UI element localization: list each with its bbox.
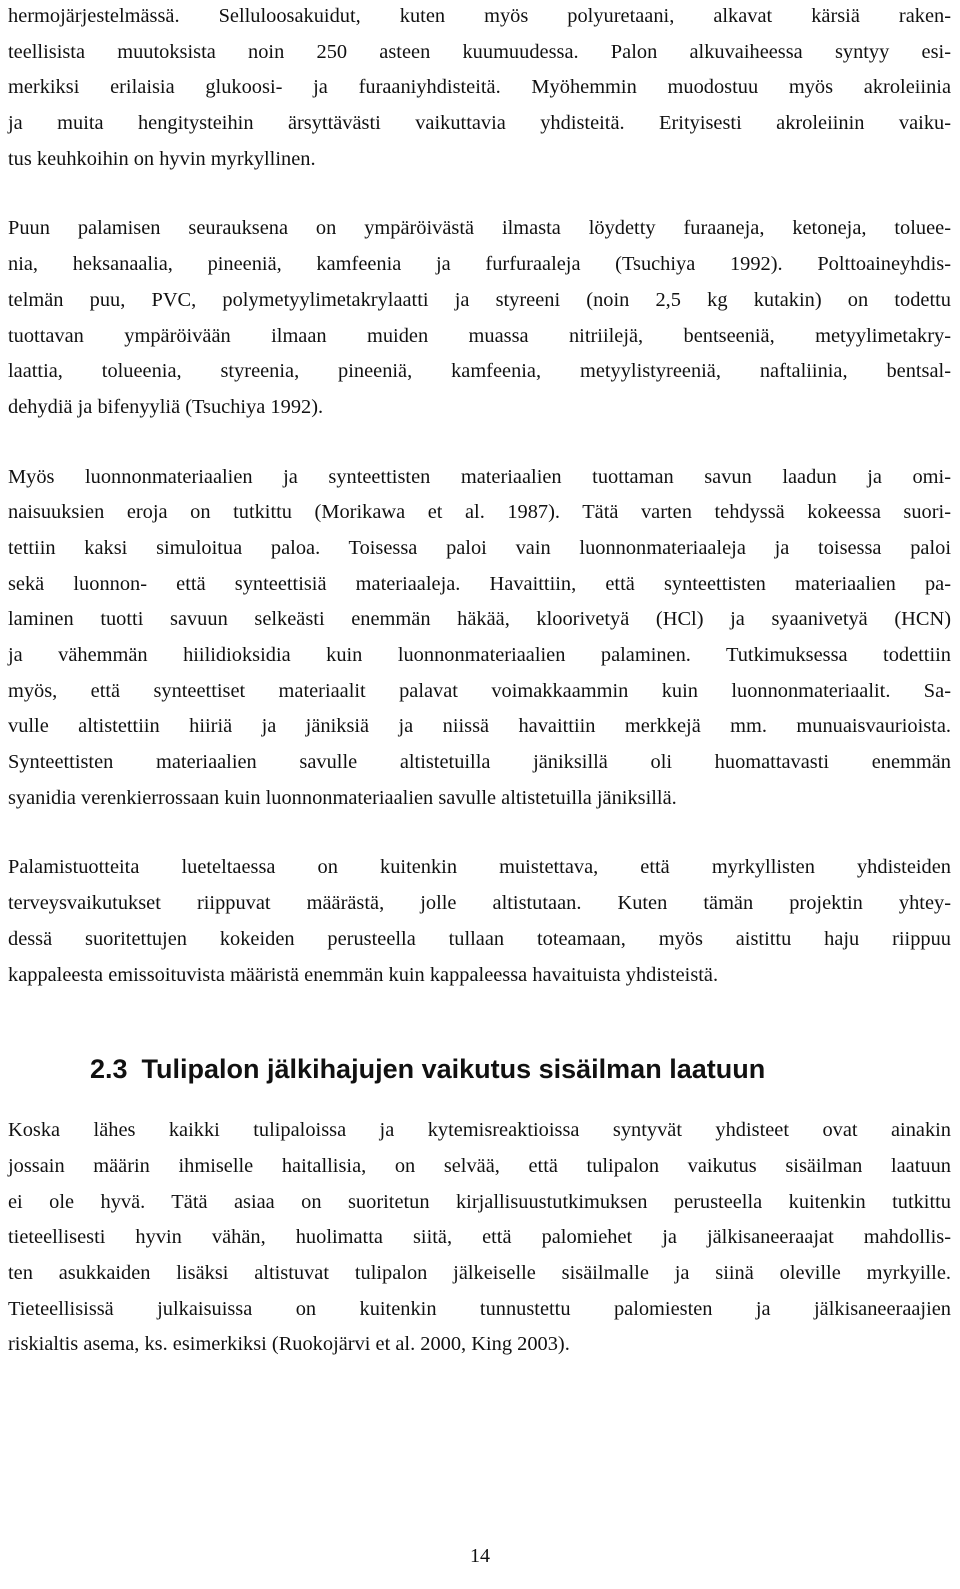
text-line: dessä suoritettujen kokeiden perusteella tullaan toteamaan, myös aistittu haju riippuu xyxy=(8,927,951,950)
text-line: Tieteellisissä julkaisuissa on kuitenkin tunnustettu palomiesten ja jälkisaneeraajien xyxy=(8,1297,951,1320)
text-line: ja muita hengitysteihin ärsyttävästi vaikuttavia yhdisteitä. Erityisesti akroleiinin vaiku- xyxy=(8,112,951,135)
page-number: 14 xyxy=(470,1545,490,1567)
text-line: sekä luonnon- että synteettisiä materiaaleja. Havaittiin, että synteettisten materiaalien pa- xyxy=(8,572,951,595)
text-line: laattia, tolueenia, styreenia, pineeniä, kamfeenia, metyylistyreeniä, naftaliinia, bentsal- xyxy=(8,360,951,383)
text-line: tuottavan ympäröivään ilmaan muiden muassa nitriilejä, bentseeniä, metyylimetakry- xyxy=(8,324,951,347)
text-line: teellisista muutoksista noin 250 asteen kuumuudessa. Palon alkuvaiheessa syntyy esi- xyxy=(8,40,951,63)
paragraph-indoor-air xyxy=(8,1113,951,1363)
paragraph-material-comparison xyxy=(8,460,951,817)
text-line: ei ole hyvä. Tätä asiaa on suoritetun kirjallisuustutkimuksen perusteella kuitenkin tutkittu xyxy=(8,1190,951,1213)
text-line: terveysvaikutukset riippuvat määrästä, jolle altistutaan. Kuten tämän projektin yhtey- xyxy=(8,892,951,915)
paragraph-smoke-compounds xyxy=(8,0,951,177)
text-line: tettiin kaksi simuloitua paloa. Toisessa paloi vain luonnonmateriaaleja ja toisessa paloi xyxy=(8,536,951,559)
text-line: riskialtis asema, ks. esimerkiksi (Ruokojärvi et al. 2000, King 2003). xyxy=(8,1333,570,1356)
text-line: tus keuhkoihin on hyvin myrkyllinen. xyxy=(8,147,316,170)
text-line: merkiksi erilaisia glukoosi- ja furaaniyhdisteitä. Myöhemmin muodostuu myös akroleiinia xyxy=(8,76,951,99)
text-line: syanidia verenkierrossaan kuin luonnonmateriaalien savulle altistetuilla jäniksillä. xyxy=(8,786,677,809)
text-line: Palamistuotteita lueteltaessa on kuitenkin muistettava, että myrkyllisten yhdisteiden xyxy=(8,856,951,879)
text-line: ten asukkaiden lisäksi altistuvat tulipalon jälkeiselle sisäilmalle ja siinä oleville myrkyille. xyxy=(8,1261,951,1284)
section-heading xyxy=(8,1049,951,1089)
text-line: hermojärjestelmässä. Selluloosakuidut, kuten myös polyuretaani, alkavat kärsiä raken- xyxy=(8,5,951,27)
paragraph-wood-combustion xyxy=(8,211,951,425)
text-line: tieteellisesti hyvin vähän, huolimatta siitä, että palomiehet ja jälkisaneeraajat mahdollis- xyxy=(8,1226,951,1249)
text-line: kappaleesta emissoituvista määristä enemmän kuin kappaleessa havaituista yhdisteistä. xyxy=(8,963,719,986)
text-line: nia, heksanaalia, pineeniä, kamfeenia ja furfuraaleja (Tsuchiya 1992). Polttoaineyhdis- xyxy=(8,253,951,276)
paragraph-health-effects xyxy=(8,850,951,993)
text-line: Koska lähes kaikki tulipaloissa ja kytemisreaktioissa syntyvät yhdisteet ovat ainakin xyxy=(8,1119,951,1142)
text-line: Puun palamisen seurauksena on ympäröivästä ilmasta löydetty furaaneja, ketoneja, tolueе- xyxy=(8,217,951,240)
document-page xyxy=(8,0,951,1397)
text-line: telmän puu, PVC, polymetyylimetakrylaatti ja styreeni (noin 2,5 kg kutakin) on todettu xyxy=(8,288,951,311)
text-line: laminen tuotti savuun selkeästi enemmän häkää, kloorivetyä (HCl) ja syaanivetyä (HCN) xyxy=(8,608,951,631)
text-line: naisuuksien eroja on tutkittu (Morikawa et al. 1987). Tätä varten tehdyssä kokeessa suori- xyxy=(8,501,951,524)
section-number: 2.3 xyxy=(90,1054,128,1085)
text-line: jossain määrin ihmiselle haitallisia, on selvää, että tulipalon vaikutus sisäilman laatuun xyxy=(8,1154,951,1177)
text-line: Synteettisten materiaalien savulle altistetuilla jäniksillä oli huomattavasti enemmän xyxy=(8,751,951,774)
section-title: Tulipalon jälkihajujen vaikutus sisäilman laatuun xyxy=(141,1054,766,1085)
text-line: dehydiä ja bifenyyliä (Tsuchiya 1992). xyxy=(8,395,324,418)
text-line: myös, että synteettiset materiaalit palavat voimakkaammin kuin luonnonmateriaalit. Sa- xyxy=(8,679,951,702)
text-line: ja vähemmän hiilidioksidia kuin luonnonmateriaalien palaminen. Tutkimuksessa todettiin xyxy=(8,644,951,666)
text-line: Myös luonnonmateriaalien ja synteettisten materiaalien tuottaman savun laadun ja omi- xyxy=(8,465,951,488)
text-line: vulle altistettiin hiiriä ja jäniksiä ja niissä havaittiin merkkejä mm. munuaisvaurioista. xyxy=(8,715,951,738)
